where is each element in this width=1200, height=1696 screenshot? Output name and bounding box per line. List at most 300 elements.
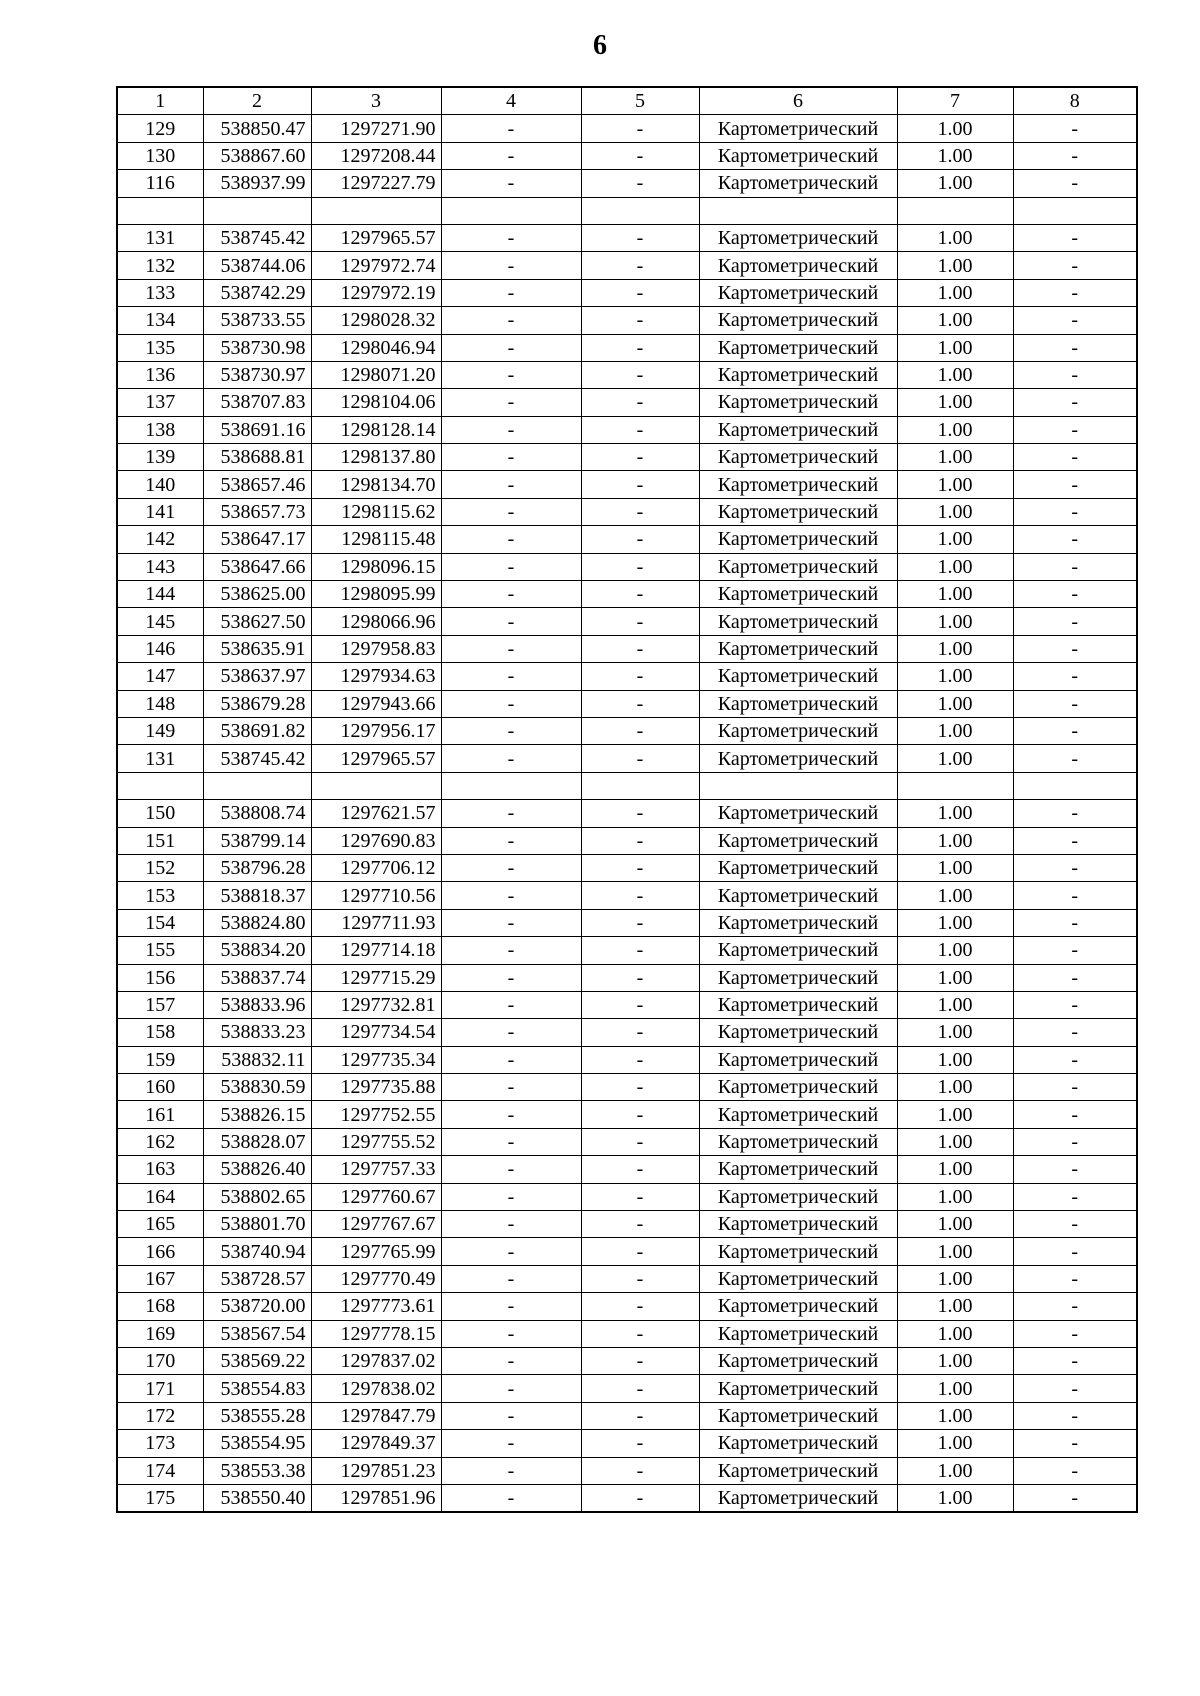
cell-point-number: 135 [117, 334, 203, 361]
cell-col-5: - [581, 1430, 699, 1457]
table-row [117, 553, 1137, 580]
cell-precision: 1.00 [897, 1375, 1013, 1402]
cell-col-8: - [1013, 1375, 1137, 1402]
cell-precision: 1.00 [897, 1101, 1013, 1128]
cell-coord-y: 1297770.49 [311, 1265, 441, 1292]
table-row [117, 1156, 1137, 1183]
cell-coord-x: 538740.94 [203, 1238, 311, 1265]
cell-point-number: 175 [117, 1484, 203, 1512]
cell-col-4: - [441, 964, 581, 991]
table-body [117, 115, 1137, 1512]
cell-precision: 1.00 [897, 553, 1013, 580]
cell-precision: 1.00 [897, 909, 1013, 936]
table-row [117, 581, 1137, 608]
cell-coord-y: 1298137.80 [311, 444, 441, 471]
cell-coord-y: 1297715.29 [311, 964, 441, 991]
coordinates-table [116, 86, 1138, 1513]
cell-method: Картометрический [699, 471, 897, 498]
cell-col-5: - [581, 1156, 699, 1183]
cell-coord-y: 1297934.63 [311, 663, 441, 690]
cell-col-4: - [441, 1156, 581, 1183]
cell-coord-x: 538801.70 [203, 1211, 311, 1238]
cell-precision: 1.00 [897, 800, 1013, 827]
cell-point-number: 116 [117, 170, 203, 197]
cell-col-8: - [1013, 1320, 1137, 1347]
cell-point-number: 143 [117, 553, 203, 580]
cell-point-number: 146 [117, 635, 203, 662]
cell-coord-x: 538837.74 [203, 964, 311, 991]
cell-coord-x: 538834.20 [203, 937, 311, 964]
cell-col-4: - [441, 1074, 581, 1101]
cell-col-8: - [1013, 1293, 1137, 1320]
cell-coord-y: 1298071.20 [311, 361, 441, 388]
cell-col-8: - [1013, 1156, 1137, 1183]
cell-method: Картометрический [699, 1128, 897, 1155]
cell-point-number: 171 [117, 1375, 203, 1402]
cell-method: Картометрический [699, 1402, 897, 1429]
cell-col-8: - [1013, 937, 1137, 964]
table-row [117, 1074, 1137, 1101]
table-row [117, 690, 1137, 717]
cell-point-number [117, 772, 203, 799]
cell-col-5: - [581, 1375, 699, 1402]
cell-coord-x: 538569.22 [203, 1347, 311, 1374]
cell-coord-y: 1297972.19 [311, 279, 441, 306]
cell-coord-x: 538647.66 [203, 553, 311, 580]
cell-coord-y: 1297752.55 [311, 1101, 441, 1128]
table-row [117, 882, 1137, 909]
table-row [117, 991, 1137, 1018]
cell-col-4: - [441, 224, 581, 251]
cell-coord-y: 1297755.52 [311, 1128, 441, 1155]
table-row [117, 608, 1137, 635]
cell-col-4: - [441, 252, 581, 279]
cell-col-5: - [581, 1074, 699, 1101]
cell-col-5: - [581, 663, 699, 690]
cell-col-4: - [441, 1347, 581, 1374]
cell-coord-x: 538824.80 [203, 909, 311, 936]
cell-col-5: - [581, 170, 699, 197]
cell-coord-y: 1297711.93 [311, 909, 441, 936]
table-row [117, 663, 1137, 690]
cell-method: Картометрический [699, 1457, 897, 1484]
cell-point-number: 159 [117, 1046, 203, 1073]
cell-col-8: - [1013, 690, 1137, 717]
cell-coord-y: 1297735.34 [311, 1046, 441, 1073]
cell-method: Картометрический [699, 1484, 897, 1512]
cell-method: Картометрический [699, 745, 897, 772]
cell-coord-x: 538730.98 [203, 334, 311, 361]
cell-col-4: - [441, 937, 581, 964]
cell-col-5: - [581, 717, 699, 744]
cell-coord-y: 1297734.54 [311, 1019, 441, 1046]
cell-point-number: 129 [117, 115, 203, 142]
cell-coord-y: 1298028.32 [311, 307, 441, 334]
cell-coord-x: 538745.42 [203, 224, 311, 251]
cell-col-8: - [1013, 224, 1137, 251]
cell-col-4: - [441, 991, 581, 1018]
cell-col-8: - [1013, 1347, 1137, 1374]
table-row [117, 635, 1137, 662]
cell-coord-y: 1297757.33 [311, 1156, 441, 1183]
cell-col-4: - [441, 1128, 581, 1155]
table-header [117, 87, 1137, 115]
cell-col-5: - [581, 827, 699, 854]
table-row [117, 252, 1137, 279]
table-row [117, 307, 1137, 334]
cell-col-4: - [441, 526, 581, 553]
cell-point-number: 131 [117, 745, 203, 772]
cell-method: Картометрический [699, 1211, 897, 1238]
table-row [117, 1402, 1137, 1429]
cell-point-number: 160 [117, 1074, 203, 1101]
cell-precision: 1.00 [897, 882, 1013, 909]
cell-method: Картометрический [699, 115, 897, 142]
page-number: 6 [593, 30, 607, 61]
cell-col-5: - [581, 1457, 699, 1484]
cell-method: Картометрический [699, 1430, 897, 1457]
cell-col-5: - [581, 361, 699, 388]
cell-col-5: - [581, 224, 699, 251]
cell-point-number: 131 [117, 224, 203, 251]
cell-precision: 1.00 [897, 827, 1013, 854]
cell-col-5: - [581, 498, 699, 525]
cell-method: Картометрический [699, 1320, 897, 1347]
cell-method: Картометрический [699, 635, 897, 662]
table-row [117, 416, 1137, 443]
cell-point-number: 170 [117, 1347, 203, 1374]
cell-coord-x: 538691.16 [203, 416, 311, 443]
cell-method: Картометрический [699, 1265, 897, 1292]
cell-coord-y: 1298115.48 [311, 526, 441, 553]
table-row-separator [117, 772, 1137, 799]
cell-col-4: - [441, 1484, 581, 1512]
cell-precision: 1.00 [897, 1347, 1013, 1374]
table-row [117, 1293, 1137, 1320]
cell-col-5: - [581, 252, 699, 279]
cell-method: Картометрический [699, 964, 897, 991]
cell-col-4: - [441, 1402, 581, 1429]
cell-method: Картометрический [699, 663, 897, 690]
table-row [117, 444, 1137, 471]
cell-col-8 [1013, 197, 1137, 224]
cell-precision: 1.00 [897, 170, 1013, 197]
column-header-7: 7 [897, 87, 1013, 115]
cell-method: Картометрический [699, 991, 897, 1018]
cell-point-number: 148 [117, 690, 203, 717]
cell-method: Картометрический [699, 937, 897, 964]
cell-col-4: - [441, 553, 581, 580]
table-row [117, 389, 1137, 416]
cell-coord-y: 1297621.57 [311, 800, 441, 827]
cell-coord-x: 538799.14 [203, 827, 311, 854]
cell-col-4: - [441, 663, 581, 690]
cell-col-5: - [581, 1320, 699, 1347]
cell-coord-y: 1298066.96 [311, 608, 441, 635]
cell-coord-x: 538802.65 [203, 1183, 311, 1210]
cell-col-4: - [441, 1430, 581, 1457]
cell-coord-x: 538742.29 [203, 279, 311, 306]
cell-coord-x: 538828.07 [203, 1128, 311, 1155]
cell-coord-x [203, 772, 311, 799]
cell-col-4: - [441, 389, 581, 416]
cell-col-8: - [1013, 553, 1137, 580]
table-row [117, 1265, 1137, 1292]
cell-point-number: 174 [117, 1457, 203, 1484]
cell-method: Картометрический [699, 717, 897, 744]
cell-coord-x: 538657.73 [203, 498, 311, 525]
cell-col-4: - [441, 444, 581, 471]
cell-coord-x [203, 197, 311, 224]
table-row [117, 1183, 1137, 1210]
cell-method: Картометрический [699, 1046, 897, 1073]
cell-point-number: 153 [117, 882, 203, 909]
cell-coord-y: 1297760.67 [311, 1183, 441, 1210]
cell-point-number: 144 [117, 581, 203, 608]
cell-precision: 1.00 [897, 854, 1013, 881]
cell-col-5: - [581, 964, 699, 991]
cell-coord-y: 1297965.57 [311, 224, 441, 251]
table-row [117, 1320, 1137, 1347]
table-row [117, 1238, 1137, 1265]
table-row [117, 334, 1137, 361]
cell-coord-y: 1297838.02 [311, 1375, 441, 1402]
table-row [117, 964, 1137, 991]
cell-precision: 1.00 [897, 635, 1013, 662]
cell-col-5: - [581, 882, 699, 909]
cell-point-number [117, 197, 203, 224]
cell-coord-x: 538832.11 [203, 1046, 311, 1073]
cell-col-8: - [1013, 1402, 1137, 1429]
cell-precision: 1.00 [897, 608, 1013, 635]
cell-precision: 1.00 [897, 991, 1013, 1018]
cell-col-8: - [1013, 991, 1137, 1018]
cell-coord-y: 1297271.90 [311, 115, 441, 142]
cell-method: Картометрический [699, 854, 897, 881]
cell-point-number: 168 [117, 1293, 203, 1320]
cell-coord-y: 1297965.57 [311, 745, 441, 772]
cell-point-number: 152 [117, 854, 203, 881]
cell-col-8: - [1013, 1457, 1137, 1484]
cell-coord-y [311, 197, 441, 224]
cell-point-number: 154 [117, 909, 203, 936]
cell-point-number: 139 [117, 444, 203, 471]
cell-coord-y: 1297706.12 [311, 854, 441, 881]
cell-col-4: - [441, 690, 581, 717]
cell-method: Картометрический [699, 1293, 897, 1320]
table-row [117, 1019, 1137, 1046]
cell-method: Картометрический [699, 389, 897, 416]
cell-precision: 1.00 [897, 526, 1013, 553]
cell-method: Картометрический [699, 608, 897, 635]
table-row [117, 1375, 1137, 1402]
cell-coord-x: 538867.60 [203, 142, 311, 169]
cell-coord-x: 538745.42 [203, 745, 311, 772]
cell-col-8: - [1013, 800, 1137, 827]
cell-point-number: 157 [117, 991, 203, 1018]
cell-point-number: 140 [117, 471, 203, 498]
cell-coord-x: 538554.83 [203, 1375, 311, 1402]
cell-col-5: - [581, 1347, 699, 1374]
cell-precision: 1.00 [897, 1320, 1013, 1347]
cell-col-5: - [581, 115, 699, 142]
cell-col-5 [581, 197, 699, 224]
cell-col-4 [441, 197, 581, 224]
cell-coord-x: 538730.97 [203, 361, 311, 388]
cell-col-8: - [1013, 307, 1137, 334]
cell-col-4: - [441, 334, 581, 361]
cell-col-4: - [441, 1101, 581, 1128]
cell-col-5: - [581, 444, 699, 471]
cell-coord-x: 538657.46 [203, 471, 311, 498]
cell-col-8: - [1013, 526, 1137, 553]
table-row [117, 1484, 1137, 1512]
cell-coord-y [311, 772, 441, 799]
cell-col-8: - [1013, 361, 1137, 388]
cell-coord-x: 538818.37 [203, 882, 311, 909]
cell-coord-y: 1297732.81 [311, 991, 441, 1018]
cell-point-number: 130 [117, 142, 203, 169]
cell-col-4: - [441, 608, 581, 635]
cell-col-5: - [581, 526, 699, 553]
cell-precision: 1.00 [897, 224, 1013, 251]
column-header-3: 3 [311, 87, 441, 115]
cell-coord-x: 538688.81 [203, 444, 311, 471]
cell-coord-y: 1297847.79 [311, 1402, 441, 1429]
cell-col-8: - [1013, 252, 1137, 279]
cell-point-number: 149 [117, 717, 203, 744]
cell-col-5: - [581, 142, 699, 169]
cell-coord-x: 538691.82 [203, 717, 311, 744]
cell-precision: 1.00 [897, 964, 1013, 991]
cell-coord-x: 538637.97 [203, 663, 311, 690]
cell-coord-y: 1297943.66 [311, 690, 441, 717]
cell-col-5: - [581, 854, 699, 881]
cell-precision: 1.00 [897, 1074, 1013, 1101]
cell-col-8: - [1013, 717, 1137, 744]
cell-method: Картометрический [699, 1156, 897, 1183]
cell-col-4: - [441, 1320, 581, 1347]
cell-coord-y: 1298134.70 [311, 471, 441, 498]
cell-col-4 [441, 772, 581, 799]
cell-precision: 1.00 [897, 1484, 1013, 1512]
cell-point-number: 141 [117, 498, 203, 525]
table-row [117, 1457, 1137, 1484]
cell-point-number: 164 [117, 1183, 203, 1210]
cell-method: Картометрический [699, 1019, 897, 1046]
cell-method: Картометрический [699, 526, 897, 553]
table-row [117, 361, 1137, 388]
cell-method: Картометрический [699, 800, 897, 827]
cell-point-number: 158 [117, 1019, 203, 1046]
cell-point-number: 137 [117, 389, 203, 416]
cell-precision: 1.00 [897, 389, 1013, 416]
cell-col-8: - [1013, 581, 1137, 608]
cell-method [699, 772, 897, 799]
cell-point-number: 156 [117, 964, 203, 991]
cell-precision: 1.00 [897, 1183, 1013, 1210]
cell-col-5: - [581, 800, 699, 827]
cell-col-8: - [1013, 882, 1137, 909]
cell-col-5: - [581, 608, 699, 635]
cell-coord-y: 1297690.83 [311, 827, 441, 854]
cell-col-4: - [441, 498, 581, 525]
cell-col-8: - [1013, 1183, 1137, 1210]
cell-method: Картометрический [699, 279, 897, 306]
column-header-2: 2 [203, 87, 311, 115]
cell-col-8: - [1013, 142, 1137, 169]
table-row [117, 471, 1137, 498]
cell-coord-x: 538625.00 [203, 581, 311, 608]
cell-col-4: - [441, 361, 581, 388]
cell-col-8: - [1013, 745, 1137, 772]
cell-col-5: - [581, 1293, 699, 1320]
cell-coord-x: 538826.40 [203, 1156, 311, 1183]
cell-method: Картометрический [699, 1347, 897, 1374]
cell-method: Картометрический [699, 307, 897, 334]
cell-point-number: 136 [117, 361, 203, 388]
cell-col-8: - [1013, 1019, 1137, 1046]
cell-col-8: - [1013, 471, 1137, 498]
cell-col-4: - [441, 800, 581, 827]
cell-precision: 1.00 [897, 1128, 1013, 1155]
cell-col-8: - [1013, 1484, 1137, 1512]
cell-coord-x: 538830.59 [203, 1074, 311, 1101]
cell-point-number: 163 [117, 1156, 203, 1183]
cell-precision: 1.00 [897, 717, 1013, 744]
cell-method: Картометрический [699, 827, 897, 854]
column-header-5: 5 [581, 87, 699, 115]
cell-coord-x: 538833.96 [203, 991, 311, 1018]
table-row [117, 170, 1137, 197]
cell-col-4: - [441, 717, 581, 744]
table-row [117, 827, 1137, 854]
cell-precision: 1.00 [897, 115, 1013, 142]
cell-col-5 [581, 772, 699, 799]
cell-coord-y: 1298104.06 [311, 389, 441, 416]
table-row [117, 1347, 1137, 1374]
cell-precision: 1.00 [897, 142, 1013, 169]
cell-point-number: 166 [117, 1238, 203, 1265]
cell-col-5: - [581, 1238, 699, 1265]
cell-col-8: - [1013, 1046, 1137, 1073]
cell-col-4: - [441, 635, 581, 662]
cell-coord-y: 1297778.15 [311, 1320, 441, 1347]
cell-precision: 1.00 [897, 361, 1013, 388]
cell-coord-x: 538567.54 [203, 1320, 311, 1347]
cell-col-5: - [581, 279, 699, 306]
cell-coord-x: 538627.50 [203, 608, 311, 635]
cell-coord-x: 538553.38 [203, 1457, 311, 1484]
cell-col-8: - [1013, 389, 1137, 416]
cell-method: Картометрический [699, 553, 897, 580]
cell-col-5: - [581, 1046, 699, 1073]
cell-precision: 1.00 [897, 1238, 1013, 1265]
cell-coord-x: 538679.28 [203, 690, 311, 717]
cell-coord-y: 1297851.96 [311, 1484, 441, 1512]
cell-col-5: - [581, 307, 699, 334]
cell-method: Картометрический [699, 1074, 897, 1101]
cell-col-5: - [581, 1484, 699, 1512]
cell-col-8: - [1013, 909, 1137, 936]
cell-precision [897, 772, 1013, 799]
cell-col-8: - [1013, 663, 1137, 690]
cell-col-5: - [581, 553, 699, 580]
cell-col-4: - [441, 170, 581, 197]
cell-col-8: - [1013, 498, 1137, 525]
header-row [117, 87, 1137, 115]
cell-precision: 1.00 [897, 1402, 1013, 1429]
